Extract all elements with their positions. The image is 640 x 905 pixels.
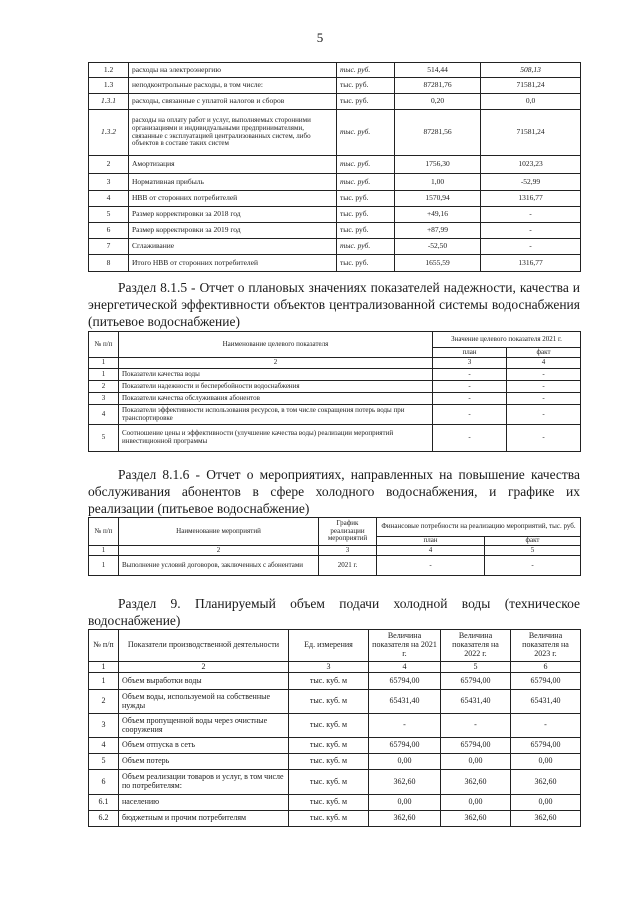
table-row: 2 Объем воды, используемой на собственные нужды тыс. куб. м 65431,40 65431,40 65431,40 — [89, 690, 581, 714]
table-row: 4 НВВ от сторонних потребителей тыс. руб. 1570,94 1316,77 — [89, 191, 581, 207]
section-heading-8-1-6: Раздел 8.1.6 - Отчет о мероприятиях, направленных на повышение качества обслуживания абонентов в сфере холодного водоснабжения, и графике их реализации (питьевое водоснабжение) — [88, 467, 580, 516]
table-row: 1.3 неподконтрольные расходы, в том числе: тыс. руб. 87281,76 71581,24 — [89, 78, 581, 94]
water-supply-table — [88, 629, 581, 827]
measures-table — [88, 517, 581, 576]
page-number: 5 — [316, 30, 324, 45]
column-numbers-row: 1 2 3 4 — [89, 358, 581, 369]
table-row: 1 Выполнение условий договоров, заключенных с абонентами 2021 г. - - — [89, 556, 581, 576]
table-row: 2 Показатели надежности и бесперебойности водоснабжения - - — [89, 381, 581, 393]
table-row: 1 Показатели качества воды - - — [89, 369, 581, 381]
indicators-table — [88, 331, 581, 452]
table-row: 6 Размер корректировки за 2019 год тыс. руб. +87,99 - — [89, 223, 581, 239]
table-row: 6.1 населению тыс. куб. м 0,00 0,00 0,00 — [89, 795, 581, 811]
table-row: 3 Объем пропущенной воды через очистные сооружения тыс. куб. м - - - — [89, 714, 581, 738]
section-heading-8-1-5: Раздел 8.1.5 - Отчет о плановых значениях показателей надежности, качества и энергетической эффективности объектов централизованной системы водоснабжения (питьевое водоснабжение) — [88, 280, 580, 329]
table-row: 3 Нормативная прибыль тыс. руб. 1,00 -52,99 — [89, 174, 581, 191]
expenses-table — [88, 62, 581, 272]
section-heading-9: Раздел 9. Планируемый объем подачи холодной воды (техническое водоснабжение) — [88, 596, 580, 628]
table-row: 4 Показатели эффективности использования ресурсов, в том числе сокращения потерь воды при транспортировке - - — [89, 405, 581, 425]
column-numbers-row: 1 2 3 4 5 — [89, 546, 581, 556]
table-row: 4 Объем отпуска в сеть тыс. куб. м 65794,00 65794,00 65794,00 — [89, 738, 581, 754]
table-row: 6.2 бюджетным и прочим потребителям тыс. куб. м 362,60 362,60 362,60 — [89, 811, 581, 827]
table-row: 1.3.1 расходы, связанные с уплатой налогов и сборов тыс. руб. 0,20 0,0 — [89, 94, 581, 110]
table-row: 1.3.2 расходы на оплату работ и услуг, выполняемых сторонними организациями и индивидуальными предпринимателями, связанные с эксплуатацией централизованных систем, либо объектов в составе таких систем тыс. руб. 87281,56 71581,24 — [89, 110, 581, 156]
table-header-row: № п/п Наименование мероприятий График реализации мероприятий Финансовые потребности на реализацию мероприятий, тыс. руб. — [89, 518, 581, 537]
table-row: 7 Сглаживание тыс. руб. -52,50 - — [89, 239, 581, 255]
column-numbers-row: 1 2 3 4 5 6 — [89, 662, 581, 673]
table-row: 5 Соотношение цены и эффективности (улучшение качества воды) реализации мероприятий инвестиционной программы - - — [89, 425, 581, 452]
table-header-row: план факт — [89, 348, 581, 358]
table-row: 8 Итого НВВ от сторонних потребителей тыс. руб. 1655,59 1316,77 — [89, 255, 581, 272]
table-header-row: план факт — [89, 537, 581, 546]
table-row: 6 Объем реализации товаров и услуг, в том числе по потребителям: тыс. куб. м 362,60 362,60 362,60 — [89, 770, 581, 795]
table-row: 2 Амортизация тыс. руб. 1756,30 1023,23 — [89, 156, 581, 174]
table-row: 3 Показатели качества обслуживания абонентов - - — [89, 393, 581, 405]
table-row: 1 Объем выработки воды тыс. куб. м 65794,00 65794,00 65794,00 — [89, 673, 581, 690]
table-row: 5 Объем потерь тыс. куб. м 0,00 0,00 0,00 — [89, 754, 581, 770]
table-row: 1.2 расходы на электроэнергию тыс. руб. 514,44 508,13 — [89, 63, 581, 78]
table-header-row: № п/п Наименование целевого показателя Значение целевого показателя 2021 г. — [89, 332, 581, 348]
table-header-row: № п/п Показатели производственной деятельности Ед. измерения Величина показателя на 2021 г. Величина показателя на 2022 г. Величина показателя на 2023 г. — [89, 630, 581, 662]
table-row: 5 Размер корректировки за 2018 год тыс. руб. +49,16 - — [89, 207, 581, 223]
